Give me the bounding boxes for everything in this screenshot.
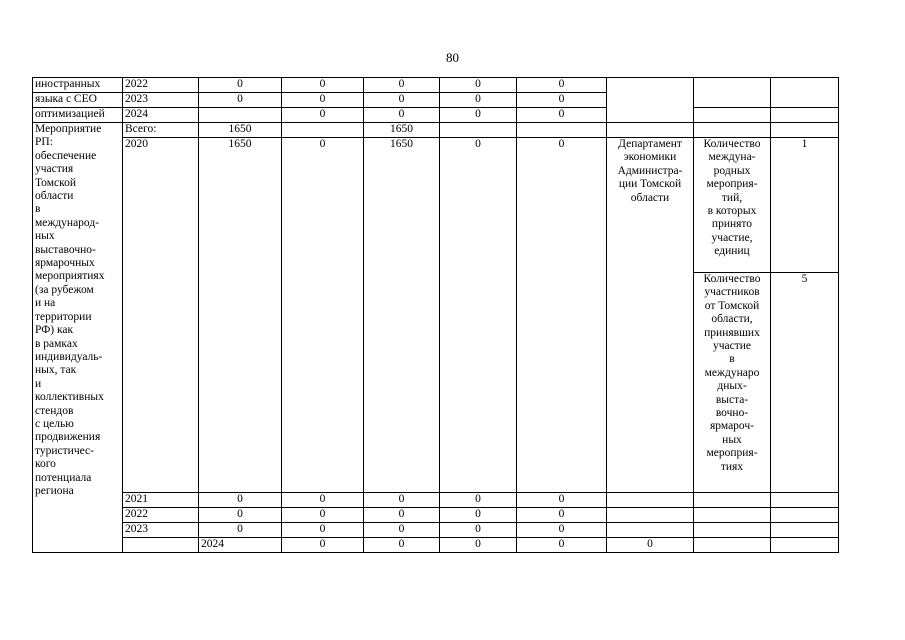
text-line: единиц <box>714 245 750 258</box>
value-cell: 0 <box>282 138 364 493</box>
indicator-name <box>696 138 768 259</box>
indicator-value-cell <box>771 108 839 123</box>
text-line: родных <box>713 164 751 177</box>
executor-cell <box>694 538 771 553</box>
activity-name-cell <box>123 538 199 553</box>
text-line: принявших <box>704 326 760 339</box>
text-line: (за рубежом <box>35 283 94 296</box>
text-line: обеспечение <box>35 149 97 162</box>
value-cell: 0 <box>517 538 607 553</box>
text-line: от Томской <box>704 299 760 312</box>
year-cell: 2024 <box>199 538 282 553</box>
text-line: Количество <box>703 273 761 285</box>
executor-cell <box>607 138 694 493</box>
indicator-cell <box>771 538 839 553</box>
table-row-total <box>33 123 839 138</box>
text-line: ных <box>722 433 742 446</box>
budget-table <box>32 77 839 553</box>
text-line: выста- <box>715 393 749 406</box>
text-line: Департамент <box>618 138 682 150</box>
table-row <box>33 138 839 273</box>
table-row <box>33 538 839 553</box>
value-cell: 0 <box>440 493 517 508</box>
indicator-cell <box>694 123 771 138</box>
value-cell: 0 <box>199 93 282 108</box>
text-line: мероприя- <box>706 178 758 191</box>
value-cell: 0 <box>517 78 607 93</box>
text-line: ных, так <box>35 364 77 377</box>
executor-name <box>609 138 691 205</box>
text-line: территории <box>35 310 92 323</box>
indicator-cell <box>694 78 771 108</box>
value-cell: 0 <box>607 538 694 553</box>
text-line: стендов <box>35 404 74 417</box>
value-cell: 0 <box>440 508 517 523</box>
value-cell: 0 <box>282 493 364 508</box>
table-row <box>33 493 839 508</box>
indicator-cell <box>694 138 771 273</box>
year-cell: 2023 <box>123 93 199 108</box>
text-line: в рамках <box>35 337 78 350</box>
table-row <box>33 108 839 123</box>
indicator-value-cell <box>771 493 839 508</box>
table-row <box>33 78 839 93</box>
value-cell: 1650 <box>199 138 282 493</box>
table-row <box>33 508 839 523</box>
text-line: участие, <box>711 231 753 244</box>
text-line: ярмароч- <box>710 420 754 433</box>
text-line: и <box>35 377 42 390</box>
executor-cell <box>607 493 694 508</box>
text-line: междуна- <box>708 151 756 164</box>
value-cell: 0 <box>517 108 607 123</box>
value-cell: 0 <box>199 493 282 508</box>
value-cell: 0 <box>364 493 440 508</box>
activity-name <box>35 123 120 498</box>
text-line: РФ) как <box>35 324 74 337</box>
activity-name-cell: оптимизацией <box>33 108 123 123</box>
executor-cell <box>607 78 694 123</box>
text-line: Администра- <box>617 164 683 177</box>
text-line: участников <box>704 286 760 299</box>
text-line: продвижения <box>35 431 101 444</box>
text-line: области, <box>711 313 753 326</box>
text-line: РП: <box>35 136 53 149</box>
indicator-value-cell: 5 <box>771 273 839 493</box>
text-line: мероприя- <box>706 447 758 460</box>
total-label-cell: Всего: <box>123 123 199 138</box>
executor-cell <box>607 123 694 138</box>
indicator-value-cell <box>771 523 839 538</box>
value-cell: 0 <box>282 538 364 553</box>
text-line: и на <box>35 297 56 310</box>
indicator-cell <box>694 523 771 538</box>
value-cell: 0 <box>282 108 364 123</box>
indicator-cell <box>694 508 771 523</box>
page-number: 80 <box>446 50 459 65</box>
year-cell: 2021 <box>123 493 199 508</box>
text-line: тиях <box>720 460 744 473</box>
value-cell: 0 <box>440 138 517 493</box>
indicator-cell <box>694 273 771 493</box>
text-line: Количество <box>703 138 761 150</box>
value-cell: 0 <box>364 508 440 523</box>
text-line: вочно- <box>715 407 749 420</box>
value-cell <box>440 123 517 138</box>
indicator-cell <box>694 493 771 508</box>
text-line: ярмарочных <box>35 257 95 270</box>
value-cell <box>199 108 282 123</box>
text-line: потенциала <box>35 471 92 484</box>
value-cell: 0 <box>364 108 440 123</box>
value-cell: 0 <box>282 508 364 523</box>
value-cell: 0 <box>199 508 282 523</box>
year-cell: 2023 <box>123 523 199 538</box>
text-line: индивидуаль- <box>35 350 103 363</box>
text-line: участия <box>35 163 74 176</box>
year-cell: 2022 <box>123 78 199 93</box>
year-cell: 2022 <box>123 508 199 523</box>
text-line: туристичес- <box>35 444 94 457</box>
value-cell: 1650 <box>199 123 282 138</box>
value-cell: 0 <box>440 93 517 108</box>
text-line: тий, <box>721 191 743 204</box>
text-line: междунаро <box>704 366 760 379</box>
text-line: международ- <box>35 216 100 229</box>
text-line: принято <box>711 218 753 231</box>
text-line: области <box>35 190 74 203</box>
value-cell: 0 <box>517 493 607 508</box>
year-cell: 2020 <box>123 138 199 493</box>
text-line: экономики <box>623 151 677 164</box>
text-line: области <box>630 191 670 204</box>
value-cell: 0 <box>440 108 517 123</box>
value-cell: 0 <box>199 523 282 538</box>
text-line: с целью <box>35 417 74 430</box>
value-cell: 0 <box>517 138 607 493</box>
value-cell <box>517 123 607 138</box>
activity-name-cell <box>33 123 123 553</box>
value-cell: 1650 <box>364 138 440 493</box>
value-cell: 1650 <box>364 123 440 138</box>
text-line: коллективных <box>35 391 104 404</box>
text-line: в <box>729 353 735 366</box>
year-cell: 2024 <box>123 108 199 123</box>
text-line: мероприятиях <box>35 270 105 283</box>
value-cell <box>282 123 364 138</box>
value-cell: 0 <box>517 523 607 538</box>
value-cell: 0 <box>364 523 440 538</box>
value-cell: 0 <box>517 508 607 523</box>
text-line: ции Томской <box>618 178 682 191</box>
value-cell: 0 <box>282 78 364 93</box>
text-line: в которых <box>707 205 757 218</box>
indicator-name <box>696 273 768 474</box>
value-cell: 0 <box>440 538 517 553</box>
value-cell: 0 <box>282 523 364 538</box>
value-cell: 0 <box>517 93 607 108</box>
text-line: в <box>35 203 41 216</box>
value-cell: 0 <box>364 93 440 108</box>
indicator-cell <box>694 108 771 123</box>
indicator-value-cell: 1 <box>771 138 839 273</box>
indicator-value-cell <box>771 508 839 523</box>
table-row <box>33 523 839 538</box>
text-line: дных- <box>717 380 747 393</box>
activity-name-cell: иностранных <box>33 78 123 93</box>
indicator-value-cell <box>771 123 839 138</box>
executor-cell <box>607 508 694 523</box>
text-line: Мероприятие <box>35 123 102 135</box>
text-line: региона <box>35 484 74 497</box>
activity-name-cell: языка с СЕО <box>33 93 123 108</box>
text-line: кого <box>35 458 56 471</box>
executor-cell <box>607 523 694 538</box>
value-cell: 0 <box>199 78 282 93</box>
indicator-value-cell <box>771 78 839 108</box>
text-line: участие <box>712 340 752 353</box>
text-line: ных <box>35 230 55 243</box>
value-cell: 0 <box>440 78 517 93</box>
value-cell: 0 <box>364 538 440 553</box>
text-line: выставочно- <box>35 243 96 256</box>
value-cell: 0 <box>364 78 440 93</box>
value-cell: 0 <box>282 93 364 108</box>
text-line: Томской <box>35 176 76 189</box>
value-cell: 0 <box>440 523 517 538</box>
